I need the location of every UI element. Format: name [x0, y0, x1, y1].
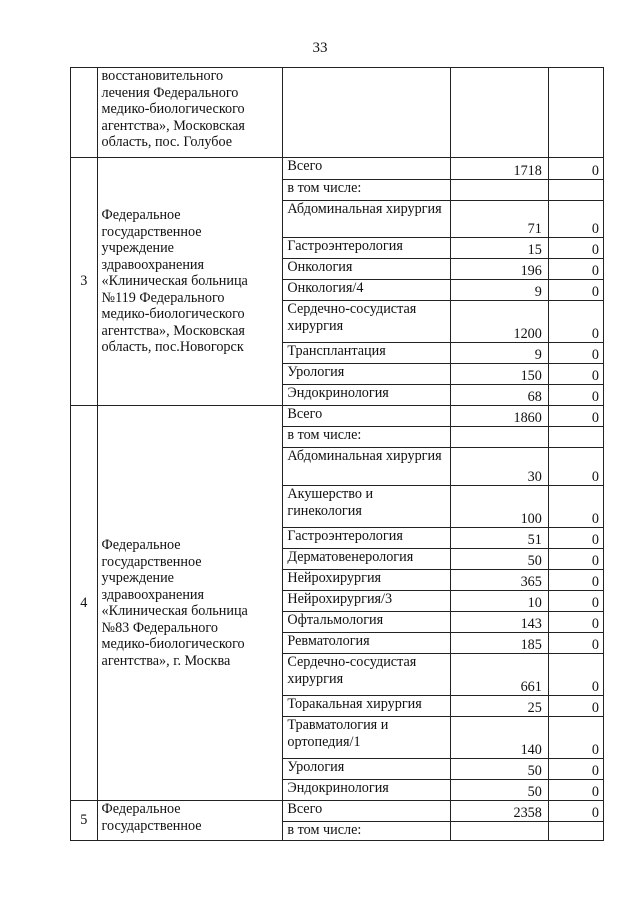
extra-count-cell: 0: [548, 259, 603, 280]
beds-count-cell: [450, 427, 548, 448]
specialty-cell: Сердечно-сосудистая хирургия: [283, 301, 450, 343]
extra-count-cell: [548, 427, 603, 448]
beds-count-cell: [450, 180, 548, 201]
specialty-cell: Ревматология: [283, 633, 450, 654]
beds-table: [70, 67, 604, 841]
specialty-cell: Нейрохирургия/3: [283, 591, 450, 612]
row-number: 3: [71, 158, 98, 406]
beds-count-cell: 140: [450, 717, 548, 759]
specialty-cell: Гастроэнтерология: [283, 528, 450, 549]
extra-count-cell: 0: [548, 654, 603, 696]
specialty-cell: Офтальмология: [283, 612, 450, 633]
beds-count-cell: 1860: [450, 406, 548, 427]
extra-count-cell: 0: [548, 201, 603, 238]
specialty-cell: Абдоминальная хирургия: [283, 201, 450, 238]
institution-name: [97, 801, 283, 841]
extra-count-cell: 0: [548, 406, 603, 427]
specialty-cell: Акушерство и гинекология: [283, 486, 450, 528]
beds-count-cell: [450, 822, 548, 841]
table-row: [71, 406, 604, 427]
beds-count-cell: 150: [450, 364, 548, 385]
specialty-cell: Онкология: [283, 259, 450, 280]
specialty-cell: [283, 68, 450, 158]
specialty-cell: Урология: [283, 364, 450, 385]
extra-count-cell: 0: [548, 448, 603, 486]
extra-count-cell: 0: [548, 549, 603, 570]
beds-count-cell: 9: [450, 280, 548, 301]
beds-count-cell: 1718: [450, 158, 548, 180]
beds-count-cell: 100: [450, 486, 548, 528]
specialty-cell: в том числе:: [283, 180, 450, 201]
beds-count-cell: 10: [450, 591, 548, 612]
extra-count-cell: 0: [548, 717, 603, 759]
specialty-cell: Всего: [283, 801, 450, 822]
extra-count-cell: 0: [548, 280, 603, 301]
specialty-cell: Эндокринология: [283, 780, 450, 801]
extra-count-cell: [548, 180, 603, 201]
extra-count-cell: 0: [548, 486, 603, 528]
specialty-cell: Торакальная хирургия: [283, 696, 450, 717]
extra-count-cell: 0: [548, 364, 603, 385]
specialty-cell: Всего: [283, 158, 450, 180]
specialty-cell: Трансплантация: [283, 343, 450, 364]
specialty-cell: в том числе:: [283, 427, 450, 448]
beds-count-cell: 50: [450, 759, 548, 780]
institution-name-text: Федеральное государственное учреждение здравоохранения «Клиническая больница №83 Федерального медико-биологического агентства», г. Москва: [101, 537, 248, 669]
specialty-cell: Онкология/4: [283, 280, 450, 301]
specialty-cell: Гастроэнтерология: [283, 238, 450, 259]
specialty-cell: Травматология и ортопедия/1: [283, 717, 450, 759]
beds-count-cell: 25: [450, 696, 548, 717]
beds-count-cell: 15: [450, 238, 548, 259]
extra-count-cell: 0: [548, 158, 603, 180]
beds-count-cell: 71: [450, 201, 548, 238]
row-number: 5: [71, 801, 98, 841]
extra-count-cell: 0: [548, 633, 603, 654]
institution-name-text: Федеральное государственное: [101, 801, 202, 834]
beds-count-cell: 1200: [450, 301, 548, 343]
extra-count-cell: 0: [548, 343, 603, 364]
beds-count-cell: 2358: [450, 801, 548, 822]
extra-count-cell: 0: [548, 801, 603, 822]
extra-count-cell: 0: [548, 759, 603, 780]
extra-count-cell: 0: [548, 780, 603, 801]
extra-count-cell: [548, 68, 603, 158]
extra-count-cell: 0: [548, 301, 603, 343]
beds-count-cell: 50: [450, 549, 548, 570]
specialty-cell: в том числе:: [283, 822, 450, 841]
beds-count-cell: 143: [450, 612, 548, 633]
beds-count-cell: [450, 68, 548, 158]
beds-count-cell: 30: [450, 448, 548, 486]
specialty-cell: Сердечно-сосудистая хирургия: [283, 654, 450, 696]
institution-name-text: восстановительного лечения Федерального медико-биологического агентства», Московская область, пос. Голубое: [101, 68, 245, 150]
beds-count-cell: 51: [450, 528, 548, 549]
row-number: 4: [71, 406, 98, 801]
table-row: [71, 158, 604, 180]
institution-name-text: Федеральное государственное учреждение здравоохранения «Клиническая больница №119 Федерального медико-биологического агентства», Московская область, пос.Новогорск: [101, 207, 248, 356]
extra-count-cell: [548, 822, 603, 841]
institution-name: [97, 406, 283, 801]
row-number: [71, 68, 98, 158]
institution-name: [97, 68, 283, 158]
extra-count-cell: 0: [548, 696, 603, 717]
beds-count-cell: 196: [450, 259, 548, 280]
table-row: [71, 68, 604, 158]
specialty-cell: Нейрохирургия: [283, 570, 450, 591]
specialty-cell: Урология: [283, 759, 450, 780]
extra-count-cell: 0: [548, 385, 603, 406]
beds-count-cell: 661: [450, 654, 548, 696]
beds-count-cell: 9: [450, 343, 548, 364]
extra-count-cell: 0: [548, 238, 603, 259]
beds-count-cell: 185: [450, 633, 548, 654]
extra-count-cell: 0: [548, 570, 603, 591]
extra-count-cell: 0: [548, 528, 603, 549]
page-number: 33: [312, 40, 328, 56]
specialty-cell: Дерматовенерология: [283, 549, 450, 570]
extra-count-cell: 0: [548, 591, 603, 612]
institution-name: [97, 158, 283, 406]
specialty-cell: Эндокринология: [283, 385, 450, 406]
beds-count-cell: 365: [450, 570, 548, 591]
extra-count-cell: 0: [548, 612, 603, 633]
table-body: [71, 68, 604, 841]
beds-count-cell: 68: [450, 385, 548, 406]
table-row: [71, 801, 604, 822]
beds-count-cell: 50: [450, 780, 548, 801]
specialty-cell: Абдоминальная хирургия: [283, 448, 450, 486]
specialty-cell: Всего: [283, 406, 450, 427]
